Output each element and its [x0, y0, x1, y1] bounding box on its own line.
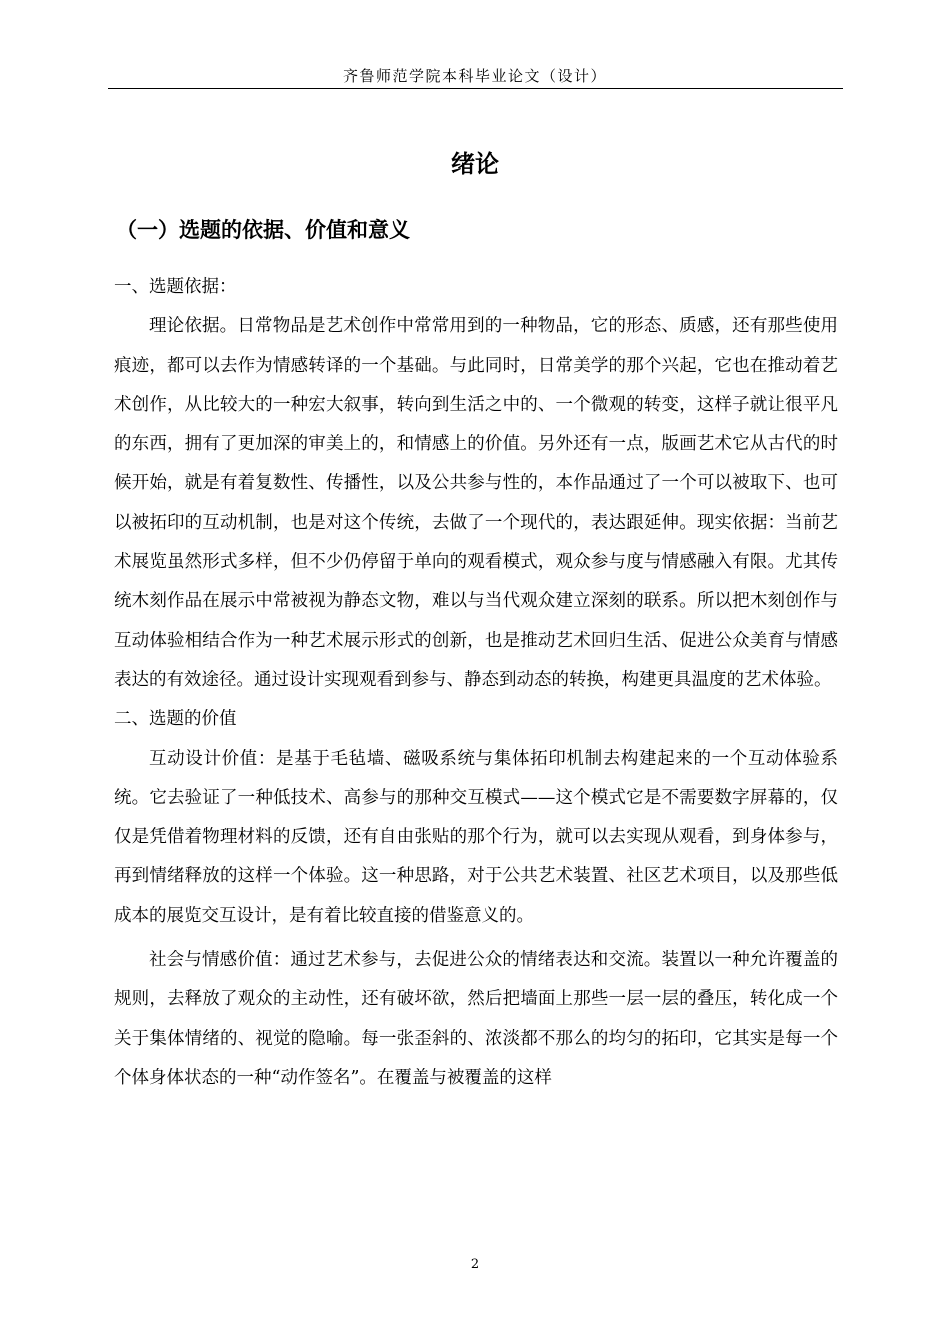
page-number: 2: [470, 1257, 480, 1272]
subheading-topic-basis: 一、选题依据：: [114, 277, 237, 297]
paragraph-topic-basis: 理论依据。日常物品是艺术创作中常常用到的一种物品，它的形态、质感，还有那些使用痕迹，都可以去作为情感转译的一个基础。与此同时，日常美学的那个兴起，它也在推动着艺术创作，从比较大的一种宏大叙事，转向到生活之中的、一个微观的转变，这样子就让很平凡的东西，拥有了更加深的审美上的，和情感上的价值。另外还有一点，版画艺术它从古代的时候开始，就是有着复数性、传播性，以及公共参与性的，本作品通过了一个可以被取下、也可以被拓印的互动机制，也是对这个传统，去做了一个现代的，表达跟延伸。现实依据：当前艺术展览虽然形式多样，但不少仍停留于单向的观看模式，观众参与度与情感融入有限。尤其传统木刻作品在展示中常被视为静态文物，难以与当代观众建立深刻的联系。所以把木刻创作与互动体验相结合作为一种艺术展示形式的创新，也是推动艺术回归生活、促进公众美育与情感表达的有效途径。通过设计实现观看到参与、静态到动态的转换，构建更具温度的艺术体验。: [114, 316, 838, 690]
paragraph-interaction-value: 互动设计价值：是基于毛毡墙、磁吸系统与集体拓印机制去构建起来的一个互动体验系统。它去验证了一种低技术、高参与的那种交互模式——这个模式它是不需要数字屏幕的，仅仅是凭借着物理材料的反馈，还有自由张贴的那个行为，就可以去实现从观看，到身体参与，再到情绪释放的这样一个体验。这一种思路，对于公共艺术装置、社区艺术项目，以及那些低成本的展览交互设计，是有着比较直接的借鉴意义的。: [114, 748, 838, 926]
paragraph-social-value: 社会与情感价值：通过艺术参与，去促进公众的情绪表达和交流。装置以一种允许覆盖的规则，去释放了观众的主动性，还有破坏欲，然后把墙面上那些一层一层的叠压，转化成一个关于集体情绪的、视觉的隐喻。每一张歪斜的、浓淡都不那么的均匀的拓印，它其实是每一个个体身体状态的一种“动作签名”。在覆盖与被覆盖的这样: [114, 950, 838, 1088]
subheading-topic-value: 二、选题的价值: [114, 709, 237, 730]
chapter-title: 绪论: [451, 150, 499, 178]
running-header: 齐鲁师范学院本科毕业论文（设计）: [342, 67, 607, 85]
header-divider: [108, 88, 843, 89]
section-heading: （一）选题的依据、价值和意义: [116, 218, 410, 242]
body-text: [114, 268, 838, 1098]
